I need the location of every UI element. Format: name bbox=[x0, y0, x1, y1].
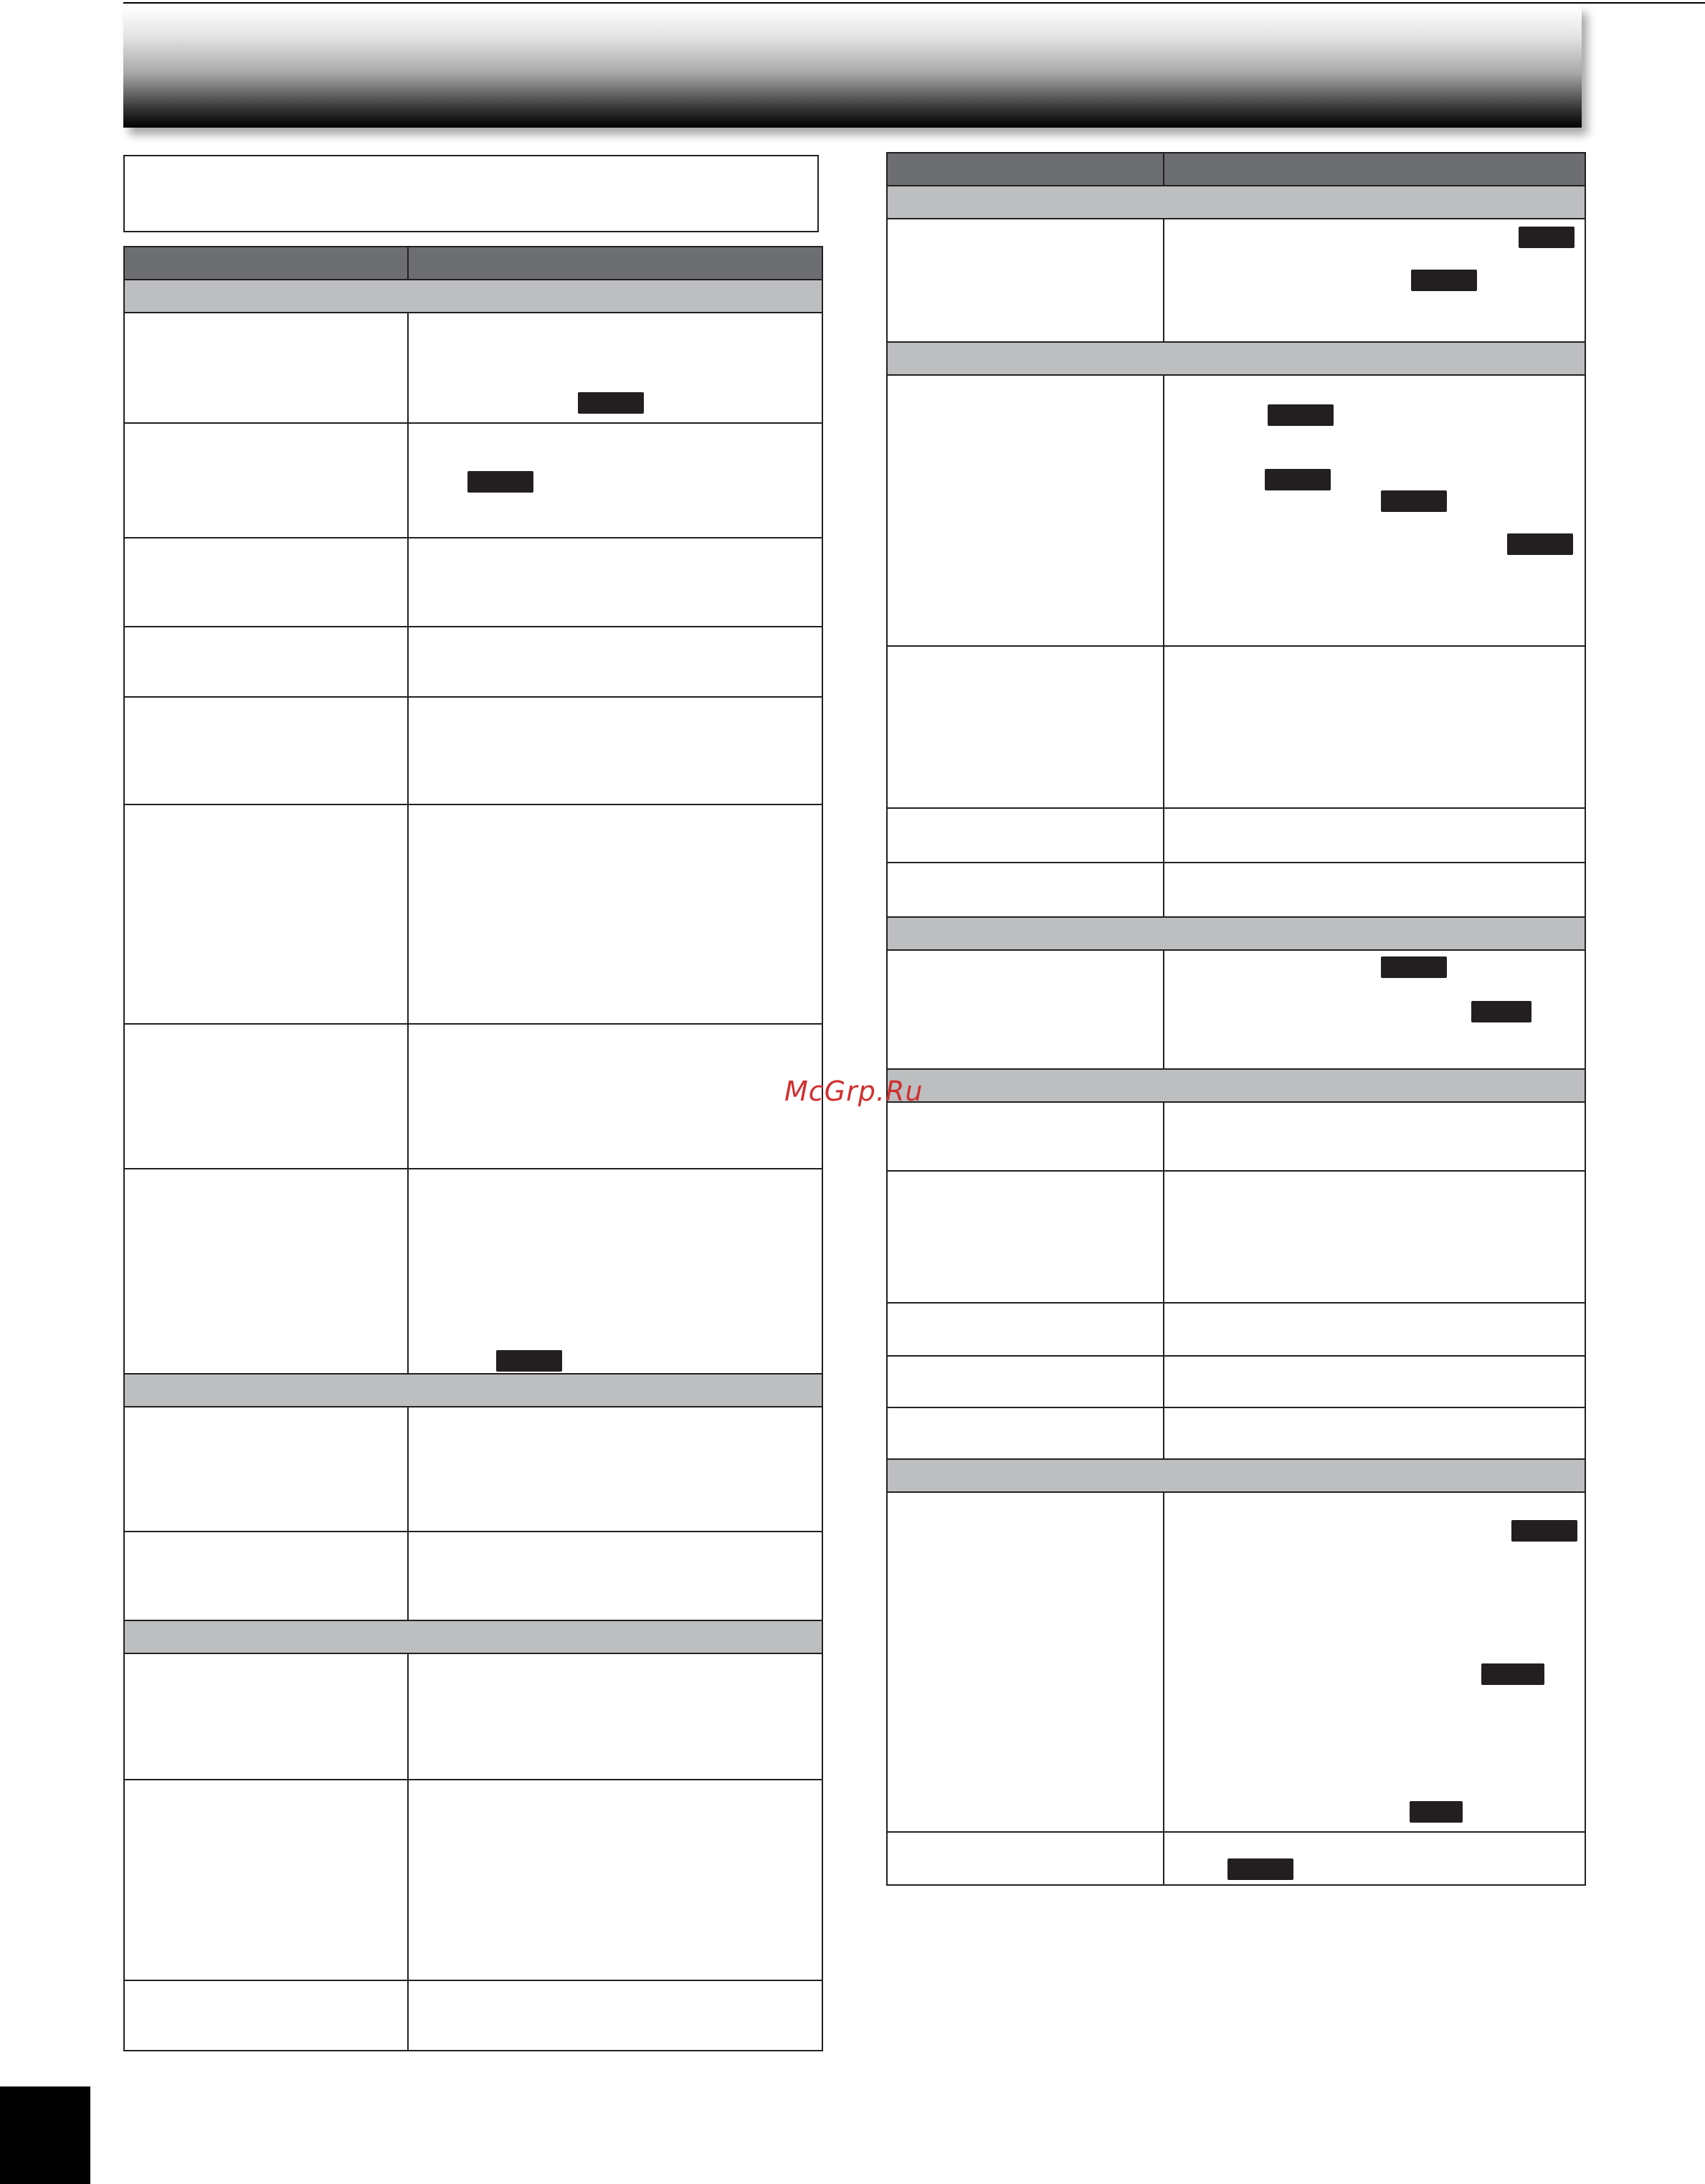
value-cell bbox=[1164, 863, 1585, 917]
section-row bbox=[887, 342, 1585, 375]
table-row bbox=[124, 1024, 822, 1169]
value-cell bbox=[1164, 1102, 1585, 1171]
header-cell bbox=[887, 153, 1164, 186]
value-cell bbox=[1164, 808, 1585, 863]
table-row bbox=[124, 1407, 822, 1532]
item-cell bbox=[124, 697, 408, 804]
value-cell bbox=[408, 1653, 822, 1780]
watermark-text: McGrp.Ru bbox=[784, 1076, 923, 1107]
table-row bbox=[124, 627, 822, 697]
item-cell bbox=[887, 1303, 1164, 1356]
table-row bbox=[887, 1832, 1585, 1885]
reference-tag-icon bbox=[1410, 1801, 1463, 1823]
table-row bbox=[124, 313, 822, 423]
value-cell bbox=[408, 1980, 822, 2051]
item-cell bbox=[124, 1024, 408, 1169]
value-cell bbox=[408, 1532, 822, 1620]
value-cell bbox=[1164, 1832, 1585, 1885]
item-cell bbox=[124, 627, 408, 697]
value-cell bbox=[1164, 1303, 1585, 1356]
reference-tag-icon bbox=[1411, 270, 1477, 291]
table-row bbox=[887, 1303, 1585, 1356]
reference-tag-icon bbox=[1507, 533, 1573, 555]
section-row bbox=[124, 1620, 822, 1653]
left-spec-table bbox=[123, 246, 823, 2051]
value-cell bbox=[408, 423, 822, 538]
value-cell bbox=[1164, 950, 1585, 1069]
reference-tag-icon bbox=[1268, 404, 1334, 426]
header-cell bbox=[1164, 153, 1585, 186]
section-row bbox=[887, 186, 1585, 219]
item-cell bbox=[124, 423, 408, 538]
item-cell bbox=[887, 950, 1164, 1069]
reference-tag-icon bbox=[1519, 227, 1575, 248]
section-row bbox=[124, 280, 822, 313]
item-cell bbox=[887, 808, 1164, 863]
table-row bbox=[887, 950, 1585, 1069]
reference-tag-icon bbox=[1511, 1520, 1577, 1542]
table-row bbox=[124, 1780, 822, 1980]
header-cell bbox=[408, 247, 822, 280]
section-row bbox=[124, 1374, 822, 1407]
reference-tag-icon bbox=[578, 392, 644, 414]
section-row bbox=[887, 917, 1585, 950]
header-cell bbox=[124, 247, 408, 280]
value-cell bbox=[1164, 1356, 1585, 1407]
reference-tag-icon bbox=[467, 471, 533, 493]
value-cell bbox=[1164, 219, 1585, 342]
table-row bbox=[887, 375, 1585, 646]
table-row bbox=[124, 804, 822, 1024]
value-cell bbox=[408, 538, 822, 627]
item-cell bbox=[124, 313, 408, 423]
value-cell bbox=[408, 697, 822, 804]
reference-tag-icon bbox=[1381, 956, 1447, 978]
item-cell bbox=[124, 1532, 408, 1620]
item-cell bbox=[124, 1653, 408, 1780]
item-cell bbox=[124, 804, 408, 1024]
item-cell bbox=[887, 863, 1164, 917]
reference-tag-icon bbox=[1265, 469, 1331, 490]
table-row bbox=[887, 1492, 1585, 1832]
item-cell bbox=[887, 219, 1164, 342]
reference-tag-icon bbox=[1471, 1001, 1531, 1022]
value-cell bbox=[408, 1024, 822, 1169]
table-row bbox=[887, 863, 1585, 917]
reference-tag-icon bbox=[1227, 1858, 1293, 1880]
reference-tag-icon bbox=[1481, 1663, 1544, 1685]
table-row bbox=[124, 423, 822, 538]
value-cell bbox=[408, 313, 822, 423]
table-row bbox=[887, 1171, 1585, 1303]
value-cell bbox=[1164, 1171, 1585, 1303]
reference-tag-icon bbox=[1381, 490, 1447, 512]
table-row bbox=[124, 1532, 822, 1620]
value-cell bbox=[408, 1407, 822, 1532]
value-cell bbox=[408, 1169, 822, 1374]
table-row bbox=[887, 1102, 1585, 1171]
table-row bbox=[124, 538, 822, 627]
item-cell bbox=[124, 538, 408, 627]
item-cell bbox=[887, 1356, 1164, 1407]
value-cell bbox=[408, 627, 822, 697]
section-row bbox=[887, 1069, 1585, 1102]
item-cell bbox=[124, 1407, 408, 1532]
table-row bbox=[887, 808, 1585, 863]
table-row bbox=[124, 697, 822, 804]
title-banner bbox=[123, 6, 1582, 128]
table-header-row bbox=[887, 153, 1585, 186]
item-cell bbox=[887, 1171, 1164, 1303]
item-cell bbox=[887, 1102, 1164, 1171]
value-cell bbox=[1164, 1492, 1585, 1832]
right-spec-table bbox=[886, 152, 1586, 1886]
table-row bbox=[887, 1356, 1585, 1407]
value-cell bbox=[1164, 646, 1585, 808]
item-cell bbox=[887, 375, 1164, 646]
table-row bbox=[887, 1407, 1585, 1459]
item-cell bbox=[887, 1407, 1164, 1459]
table-row bbox=[124, 1980, 822, 2051]
top-rule bbox=[123, 2, 1705, 4]
item-cell bbox=[887, 1492, 1164, 1832]
section-row bbox=[887, 1459, 1585, 1492]
item-cell bbox=[887, 1832, 1164, 1885]
item-cell bbox=[124, 1169, 408, 1374]
table-row bbox=[124, 1653, 822, 1780]
table-row bbox=[887, 219, 1585, 342]
value-cell bbox=[1164, 1407, 1585, 1459]
table-header-row bbox=[124, 247, 822, 280]
note-box bbox=[123, 155, 819, 232]
value-cell bbox=[1164, 375, 1585, 646]
value-cell bbox=[408, 1780, 822, 1980]
item-cell bbox=[124, 1980, 408, 2051]
item-cell bbox=[124, 1780, 408, 1980]
reference-tag-icon bbox=[496, 1350, 562, 1372]
value-cell bbox=[408, 804, 822, 1024]
item-cell bbox=[887, 646, 1164, 808]
table-row bbox=[124, 1169, 822, 1374]
table-row bbox=[887, 646, 1585, 808]
page-number-tab bbox=[0, 2086, 90, 2184]
